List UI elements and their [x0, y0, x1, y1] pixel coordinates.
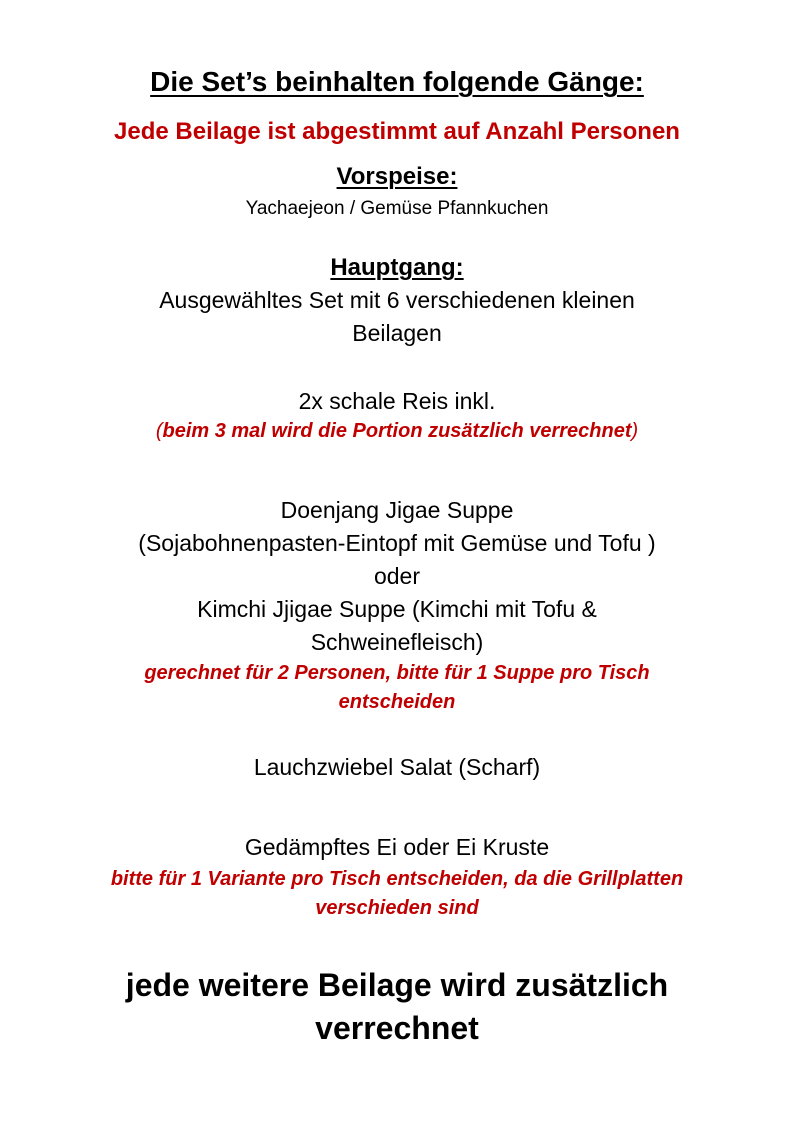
hauptgang-line-1: Ausgewähltes Set mit 6 verschiedenen kleinen [159, 287, 635, 313]
soup1-name: Doenjang Jigae Suppe [280, 497, 514, 523]
soup1-description: (Sojabohnenpasten-Eintopf mit Gemüse und Tofu ) [138, 530, 656, 556]
footer-line-1: jede weitere Beilage wird zusätzlich [125, 967, 669, 1003]
page-title: Die Set’s beinhalten folgende Gänge: [150, 66, 644, 97]
egg-note-line-2: verschieden sind [315, 897, 479, 919]
footer-line-2: verrechnet [315, 1010, 479, 1046]
rice-note-open-paren: ( [155, 420, 163, 442]
rice-note-close-paren: ) [631, 420, 639, 442]
soup2-line-1: Kimchi Jjigae Suppe (Kimchi mit Tofu & [197, 596, 597, 622]
egg-item: Gedämpftes Ei oder Ei Kruste [244, 834, 550, 860]
soup-note-line-2: entscheiden [338, 691, 456, 713]
vorspeise-dish: Yachaejeon / Gemüse Pfannkuchen [245, 198, 549, 219]
rice-note [0, 420, 794, 443]
rice-item: 2x schale Reis inkl. [298, 388, 496, 414]
page-subtitle: Jede Beilage ist abgestimmt auf Anzahl Personen [114, 118, 680, 145]
oder-separator: oder [373, 563, 421, 589]
soup2-line-2: Schweinefleisch) [310, 629, 484, 655]
hauptgang-line-2: Beilagen [352, 320, 442, 346]
soup-note-line-1: gerechnet für 2 Personen, bitte für 1 Suppe pro Tisch [144, 662, 650, 684]
egg-note-line-1: bitte für 1 Variante pro Tisch entscheiden, da die Grillplatten [110, 868, 684, 890]
vorspeise-heading: Vorspeise: [336, 163, 458, 190]
hauptgang-heading: Hauptgang: [330, 254, 464, 281]
salad-item: Lauchzwiebel Salat (Scharf) [253, 754, 541, 780]
rice-note-text: beim 3 mal wird die Portion zusätzlich verrechnet [162, 420, 632, 442]
